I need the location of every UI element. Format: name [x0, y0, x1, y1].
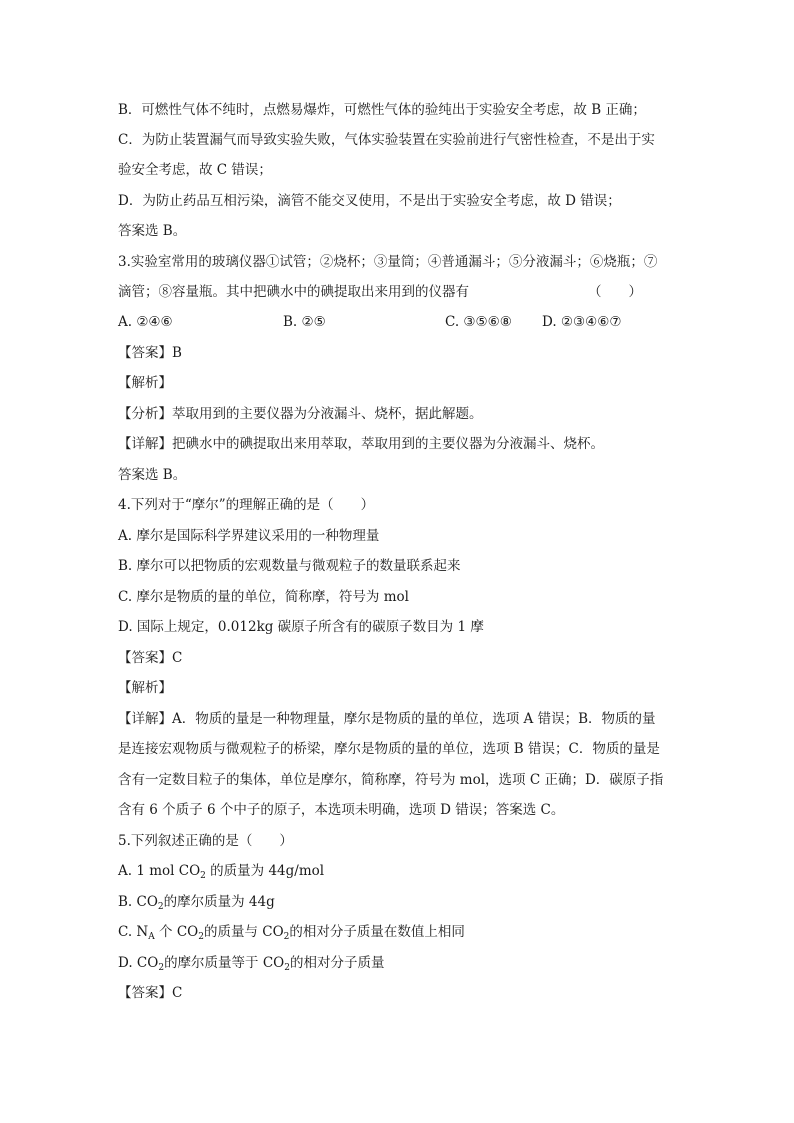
q4-detail-line-4: 含有 6 个质子 6 个中子的原子，本选项未明确，选项 D 错误；答案选 C。	[118, 802, 565, 818]
q3-analysis-heading: 【解析】	[118, 375, 172, 391]
q5-option-a: A. 1 mol $CO_2$ 的质量为 44g/mol	[118, 863, 325, 881]
prev-option-c-explanation-cont: 验安全考虑，故 C 错误；	[118, 162, 272, 178]
prev-option-b-explanation: B．可燃性气体不纯时，点燃易爆炸，可燃性气体的验纯出于实验安全考虑，故 B 正确；	[118, 102, 646, 118]
q4-option-c: C. 摩尔是物质的量的单位，简称摩，符号为 mol	[118, 589, 409, 605]
q3-detail: 【详解】把碘水中的碘提取出来用萃取，萃取用到的主要仪器为分液漏斗、烧杯。	[118, 436, 604, 452]
q4-stem: 4.下列对于“摩尔”的理解正确的是（ ）	[118, 497, 375, 513]
q5-answer: 【答案】C	[118, 985, 183, 1001]
q5-stem: 5.下列叙述正确的是（ ）	[118, 833, 293, 849]
q4-detail-line-3: 含有一定数目粒子的集体，单位是摩尔，简称摩，符号为 mol，选项 C 正确；D．碳原子指	[118, 772, 664, 788]
q4-option-b: B. 摩尔可以把物质的宏观数量与微观粒子的数量联系起来	[118, 558, 461, 574]
prev-option-d-explanation: D．为防止药品互相污染，滴管不能交叉使用，不是出于实验安全考虑，故 D 错误；	[118, 193, 621, 209]
q3-answer-paren: （ ）	[588, 284, 642, 300]
q3-option-d: D. ②③④⑥⑦	[542, 314, 622, 330]
q4-analysis-heading: 【解析】	[118, 680, 172, 696]
prev-option-c-explanation: C．为防止装置漏气而导致实验失败，气体实验装置在实验前进行气密性检查，不是出于实	[118, 132, 655, 148]
q3-final-answer: 答案选 B。	[118, 467, 187, 483]
prev-answer: 答案选 B。	[118, 223, 187, 239]
q4-option-a: A. 摩尔是国际科学界建议采用的一种物理量	[118, 528, 380, 544]
q4-answer: 【答案】C	[118, 650, 183, 666]
q3-option-c: C. ③⑤⑥⑧	[445, 314, 512, 330]
q5-option-d: D. $CO_2$的摩尔质量等于 $CO_2$的相对分子质量	[118, 955, 385, 973]
q4-option-d: D. 国际上规定，0.012kg 碳原子所含有的碳原子数目为 1 摩	[118, 619, 484, 635]
q5-option-b: B. $CO_2$的摩尔质量为 44g	[118, 894, 275, 912]
q4-detail-line-2: 是连接宏观物质与微观粒子的桥梁，摩尔是物质的量的单位，选项 B 错误；C．物质的量是	[118, 741, 660, 757]
q3-option-a: A. ②④⑥	[118, 314, 173, 330]
q5-option-c: C. $N_A$ 个 $CO_2$的质量与 $CO_2$的相对分子质量在数值上相同	[118, 924, 465, 942]
q3-option-b: B. ②⑤	[283, 314, 326, 330]
q3-analysis: 【分析】萃取用到的主要仪器为分液漏斗、烧杯，据此解题。	[118, 406, 483, 422]
q4-detail-line-1: 【详解】A．物质的量是一种物理量，摩尔是物质的量的单位，选项 A 错误；B．物质的量	[118, 711, 656, 727]
q3-answer: 【答案】B	[118, 345, 182, 361]
q3-stem-cont: 滴管；⑧容量瓶。其中把碘水中的碘提取出来用到的仪器有	[118, 284, 469, 300]
q3-stem: 3.实验室常用的玻璃仪器①试管；②烧杯；③量筒；④普通漏斗；⑤分液漏斗；⑥烧瓶；⑦	[118, 254, 658, 270]
